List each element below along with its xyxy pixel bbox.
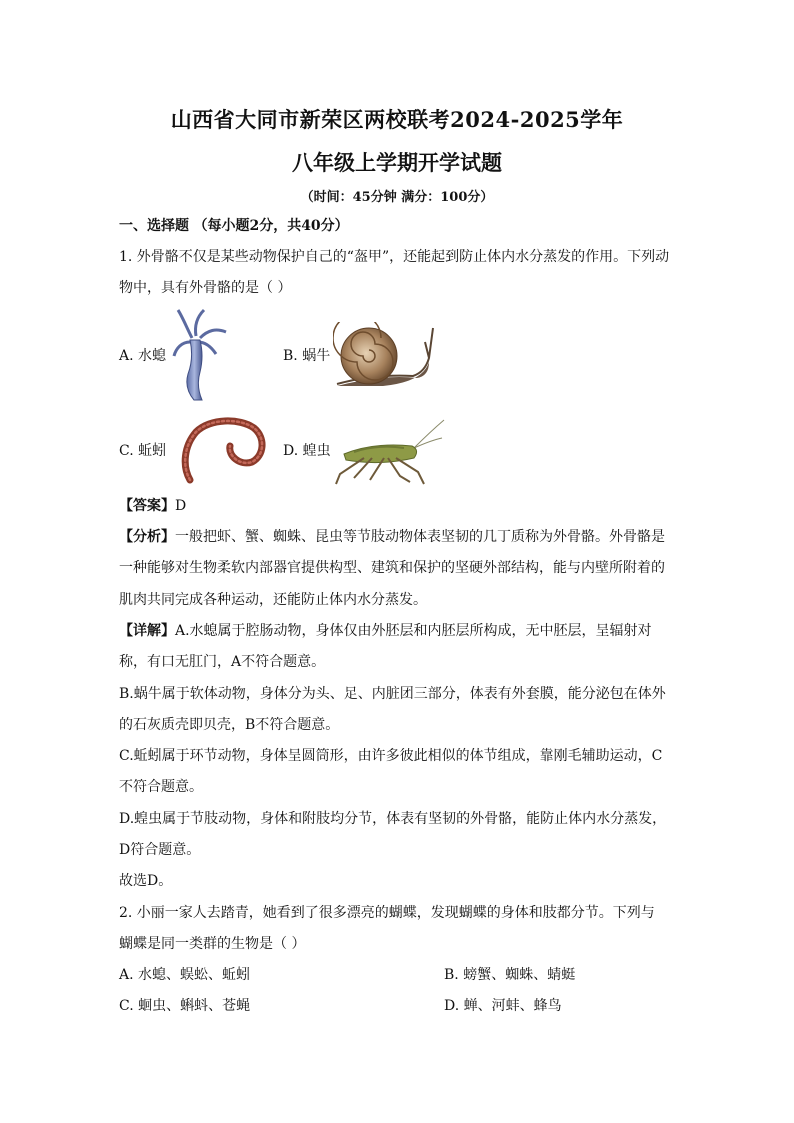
exam-title-line1: 山西省大同市新荣区两校联考2024-2025学年 (170, 107, 624, 132)
answer-value: D (175, 498, 187, 514)
section-title: 一、选择题 (119, 218, 189, 234)
q1-analysis-line2: 一种能够对生物柔软内部器官提供构型、建筑和保护的坚硬外部结构，能与内壁所附着的 (119, 560, 665, 576)
earthworm-image (180, 416, 270, 486)
analysis-tag: 【分析】 (119, 529, 175, 545)
q1-detail-line7: D.蝗虫属于节肢动物，身体和附肢均分节，体表有坚韧的外骨骼，能防止体内水分蒸发， (119, 811, 667, 827)
q2-stem-line1: 2. 小丽一家人去踏青，她看到了很多漂亮的蝴蝶，发现蝴蝶的身体和肢都分节。下列与 (119, 905, 655, 921)
exam-meta: （时间：45分钟 满分：100分） (300, 190, 494, 205)
q2-stem-line2: 蝴蝶是同一类群的生物是（ ） (119, 936, 306, 952)
q2-option-d: D. 蝉、河蚌、蜂鸟 (444, 998, 562, 1014)
section-heading (119, 216, 679, 236)
q1-option-d: D. 蝗虫 (283, 443, 331, 459)
q1-detail-line1 (119, 621, 679, 641)
q1-detail-line6: 不符合题意。 (119, 779, 203, 795)
q1-option-b: B. 蜗牛 (283, 348, 331, 364)
q1-analysis-line1 (119, 527, 679, 547)
analysis-text-1: 一般把虾、蟹、蜘蛛、昆虫等节肢动物体表坚韧的几丁质称为外骨骼。外骨骼是 (175, 529, 665, 545)
q2-option-b: B. 螃蟹、蜘蛛、蜻蜓 (444, 967, 576, 983)
q1-answer (119, 496, 679, 516)
exam-title-line2: 八年级上学期开学试题 (292, 150, 502, 175)
q1-option-c: C. 蚯蚓 (119, 443, 167, 459)
q1-analysis-line3: 肌肉共同完成各种运动，还能防止体内水分蒸发。 (119, 592, 427, 608)
q1-option-a: A. 水螅 (119, 348, 167, 364)
detail-tag: 【详解】 (119, 623, 175, 639)
q1-detail-line3: B.蜗牛属于软体动物，身体分为头、足、内脏团三部分，体表有外套膜，能分泌包在体外 (119, 686, 666, 702)
q2-option-c: C. 蛔虫、蝌蚪、苍蝇 (119, 998, 251, 1014)
locust-image (334, 414, 446, 486)
q1-detail-line8: D符合题意。 (119, 842, 201, 858)
answer-tag: 【答案】 (119, 498, 175, 514)
q1-detail-line5: C.蚯蚓属于环节动物，身体呈圆筒形，由许多彼此相似的体节组成，靠刚毛辅助运动，C (119, 748, 663, 764)
q1-detail-line2: 称，有口无肛门，A不符合题意。 (119, 654, 326, 670)
q2-option-a: A. 水螅、蜈蚣、蚯蚓 (119, 967, 251, 983)
q1-detail-line4: 的石灰质壳即贝壳，B不符合题意。 (119, 717, 340, 733)
hydra-image (172, 308, 230, 404)
detail-text-1: A.水螅属于腔肠动物，身体仅由外胚层和内胚层所构成，无中胚层，呈辐射对 (175, 623, 652, 639)
section-note: （每小题2分，共40分） (193, 218, 349, 234)
q1-stem-line2: 物中，具有外骨骼的是（ ） (119, 280, 292, 296)
q1-stem-line1: 1. 外骨骼不仅是某些动物保护自己的“盔甲”，还能起到防止体内水分蒸发的作用。下列动 (119, 249, 670, 265)
q1-conclusion: 故选D。 (119, 873, 173, 889)
snail-image (333, 322, 435, 390)
